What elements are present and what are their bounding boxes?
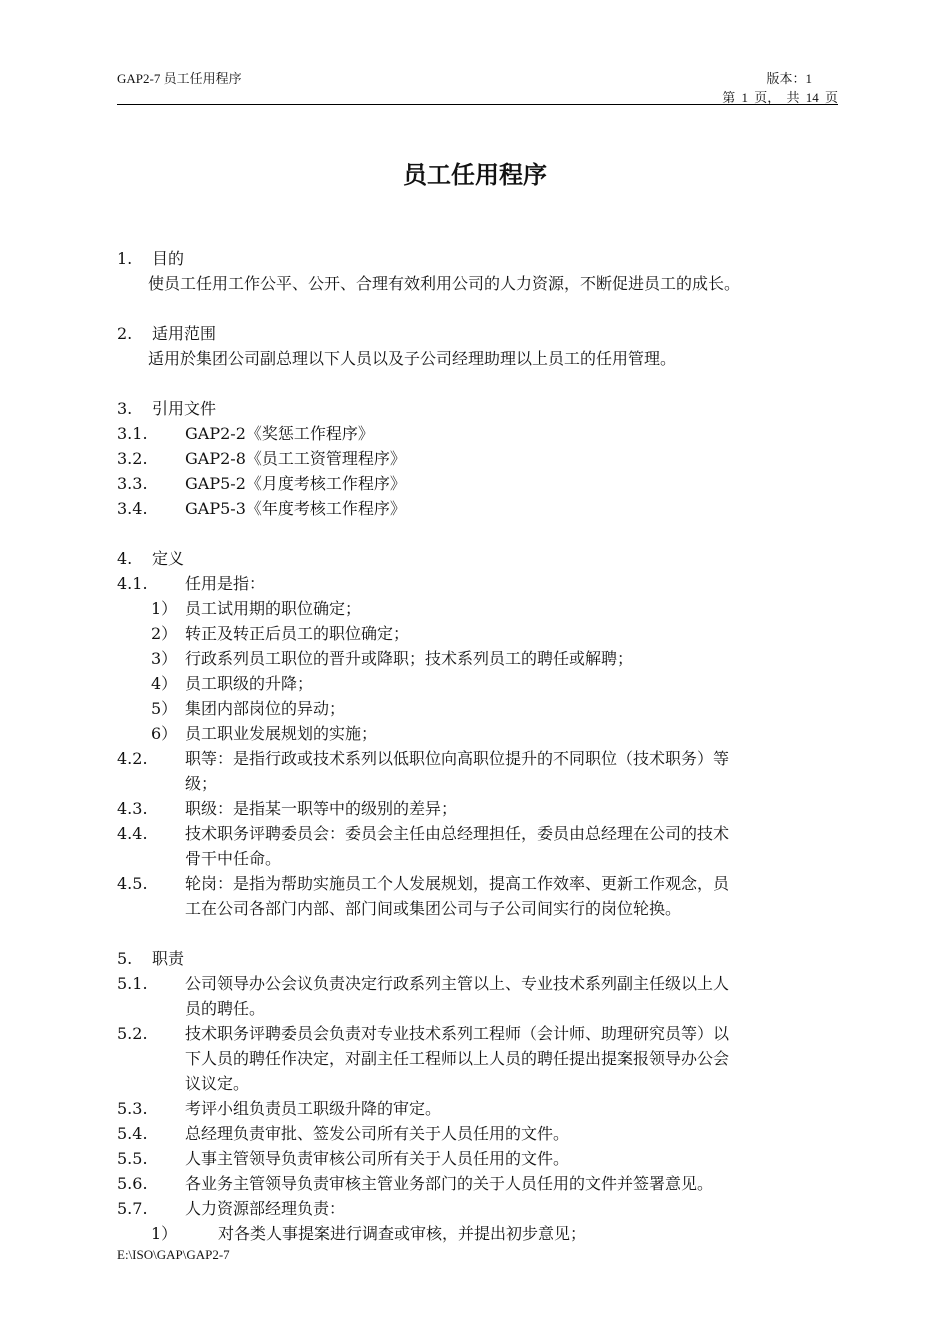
header-rule xyxy=(117,104,838,105)
item-number: 5.7. xyxy=(117,1199,148,1218)
item-text: 人事主管领导负责审核公司所有关于人员任用的文件。 xyxy=(185,1149,570,1168)
item-number: 3.3. xyxy=(117,474,148,493)
item-text-continued: 骨干中任命。 xyxy=(185,849,282,868)
item-text-continued: 议议定。 xyxy=(185,1074,250,1093)
header-version: 版本：1 xyxy=(766,71,812,86)
item-text: 职等：是指行政或技术系列以低职位向高职位提升的不同职位（技术职务）等 xyxy=(185,749,730,768)
item-text: 技术职务评聘委员会负责对专业技术系列工程师（会计师、助理研究员等）以 xyxy=(185,1024,730,1043)
sub-item-text: 对各类人事提案进行调查或审核，并提出初步意见； xyxy=(218,1224,587,1243)
section-paragraph: 适用於集团公司副总理以下人员以及子公司经理助理以上员工的任用管理。 xyxy=(148,349,677,368)
reference-item: GAP2-2《奖惩工作程序》 xyxy=(185,424,374,443)
sub-item-text: 员工职级的升降； xyxy=(185,674,314,693)
reference-item: GAP5-3《年度考核工作程序》 xyxy=(185,499,406,518)
footer-file-path: E:\ISO\GAP\GAP2-7 xyxy=(117,1247,230,1262)
item-text: 任用是指： xyxy=(185,574,266,593)
section-paragraph: 使员工任用工作公平、公开、合理有效利用公司的人力资源，不断促进员工的成长。 xyxy=(148,274,741,293)
sub-item-text: 员工试用期的职位确定； xyxy=(185,599,362,618)
section-number: 1. xyxy=(117,249,133,268)
item-number: 5.3. xyxy=(117,1099,148,1118)
sub-item-number: 3） xyxy=(151,649,178,668)
item-number: 5.5. xyxy=(117,1149,148,1168)
item-text-continued: 工在公司各部门内部、部门间或集团公司与子公司间实行的岗位轮换。 xyxy=(185,899,682,918)
section-heading: 目的 xyxy=(152,249,185,268)
item-number: 5.2. xyxy=(117,1024,148,1043)
header-doc-code: GAP2-7 员工任用程序 xyxy=(117,71,242,86)
item-text: 各业务主管领导负责审核主管业务部门的关于人员任用的文件并签署意见。 xyxy=(185,1174,714,1193)
item-text: 职级：是指某一职等中的级别的差异； xyxy=(185,799,458,818)
sub-item-text: 转正及转正后员工的职位确定； xyxy=(185,624,410,643)
item-text: 技术职务评聘委员会：委员会主任由总经理担任，委员由总经理在公司的技术 xyxy=(185,824,730,843)
sub-item-number: 5） xyxy=(151,699,178,718)
section-heading: 职责 xyxy=(152,949,185,968)
item-text-continued: 员的聘任。 xyxy=(185,999,266,1018)
item-number: 5.4. xyxy=(117,1124,148,1143)
item-text: 考评小组负责员工职级升降的审定。 xyxy=(185,1099,442,1118)
item-number: 4.5. xyxy=(117,874,148,893)
item-number: 3.1. xyxy=(117,424,148,443)
reference-item: GAP2-8《员工工资管理程序》 xyxy=(185,449,406,468)
reference-item: GAP5-2《月度考核工作程序》 xyxy=(185,474,406,493)
item-number: 5.6. xyxy=(117,1174,148,1193)
item-number: 3.2. xyxy=(117,449,148,468)
sub-item-text: 行政系列员工职位的晋升或降职；技术系列员工的聘任或解聘； xyxy=(185,649,634,668)
section-heading: 引用文件 xyxy=(152,399,217,418)
item-text: 轮岗：是指为帮助实施员工个人发展规划，提高工作效率、更新工作观念，员 xyxy=(185,874,730,893)
item-number: 5.1. xyxy=(117,974,148,993)
sub-item-text: 集团内部岗位的异动； xyxy=(185,699,346,718)
item-number: 4.2. xyxy=(117,749,148,768)
item-text: 公司领导办公会议负责决定行政系列主管以上、专业技术系列副主任级以上人 xyxy=(185,974,730,993)
section-number: 3. xyxy=(117,399,133,418)
sub-item-number: 1） xyxy=(151,1224,178,1243)
section-number: 2. xyxy=(117,324,133,343)
item-number: 4.1. xyxy=(117,574,148,593)
section-number: 4. xyxy=(117,549,133,568)
item-text: 人力资源部经理负责： xyxy=(185,1199,346,1218)
sub-item-number: 2） xyxy=(151,624,178,643)
sub-item-text: 员工职业发展规划的实施； xyxy=(185,724,378,743)
sub-item-number: 1） xyxy=(151,599,178,618)
section-heading: 定义 xyxy=(152,549,185,568)
item-number: 4.4. xyxy=(117,824,148,843)
item-number: 4.3. xyxy=(117,799,148,818)
section-number: 5. xyxy=(117,949,133,968)
section-heading: 适用范围 xyxy=(152,324,217,343)
item-text-continued: 级； xyxy=(185,774,218,793)
sub-item-number: 6） xyxy=(151,724,178,743)
sub-item-number: 4） xyxy=(151,674,178,693)
header-page-info: 第 1 页， 共 14 页 xyxy=(722,90,838,105)
item-number: 3.4. xyxy=(117,499,148,518)
item-text: 总经理负责审批、签发公司所有关于人员任用的文件。 xyxy=(185,1124,570,1143)
item-text-continued: 下人员的聘任作决定，对副主任工程师以上人员的聘任提出提案报领导办公会 xyxy=(185,1049,730,1068)
document-title: 员工任用程序 xyxy=(403,161,547,189)
